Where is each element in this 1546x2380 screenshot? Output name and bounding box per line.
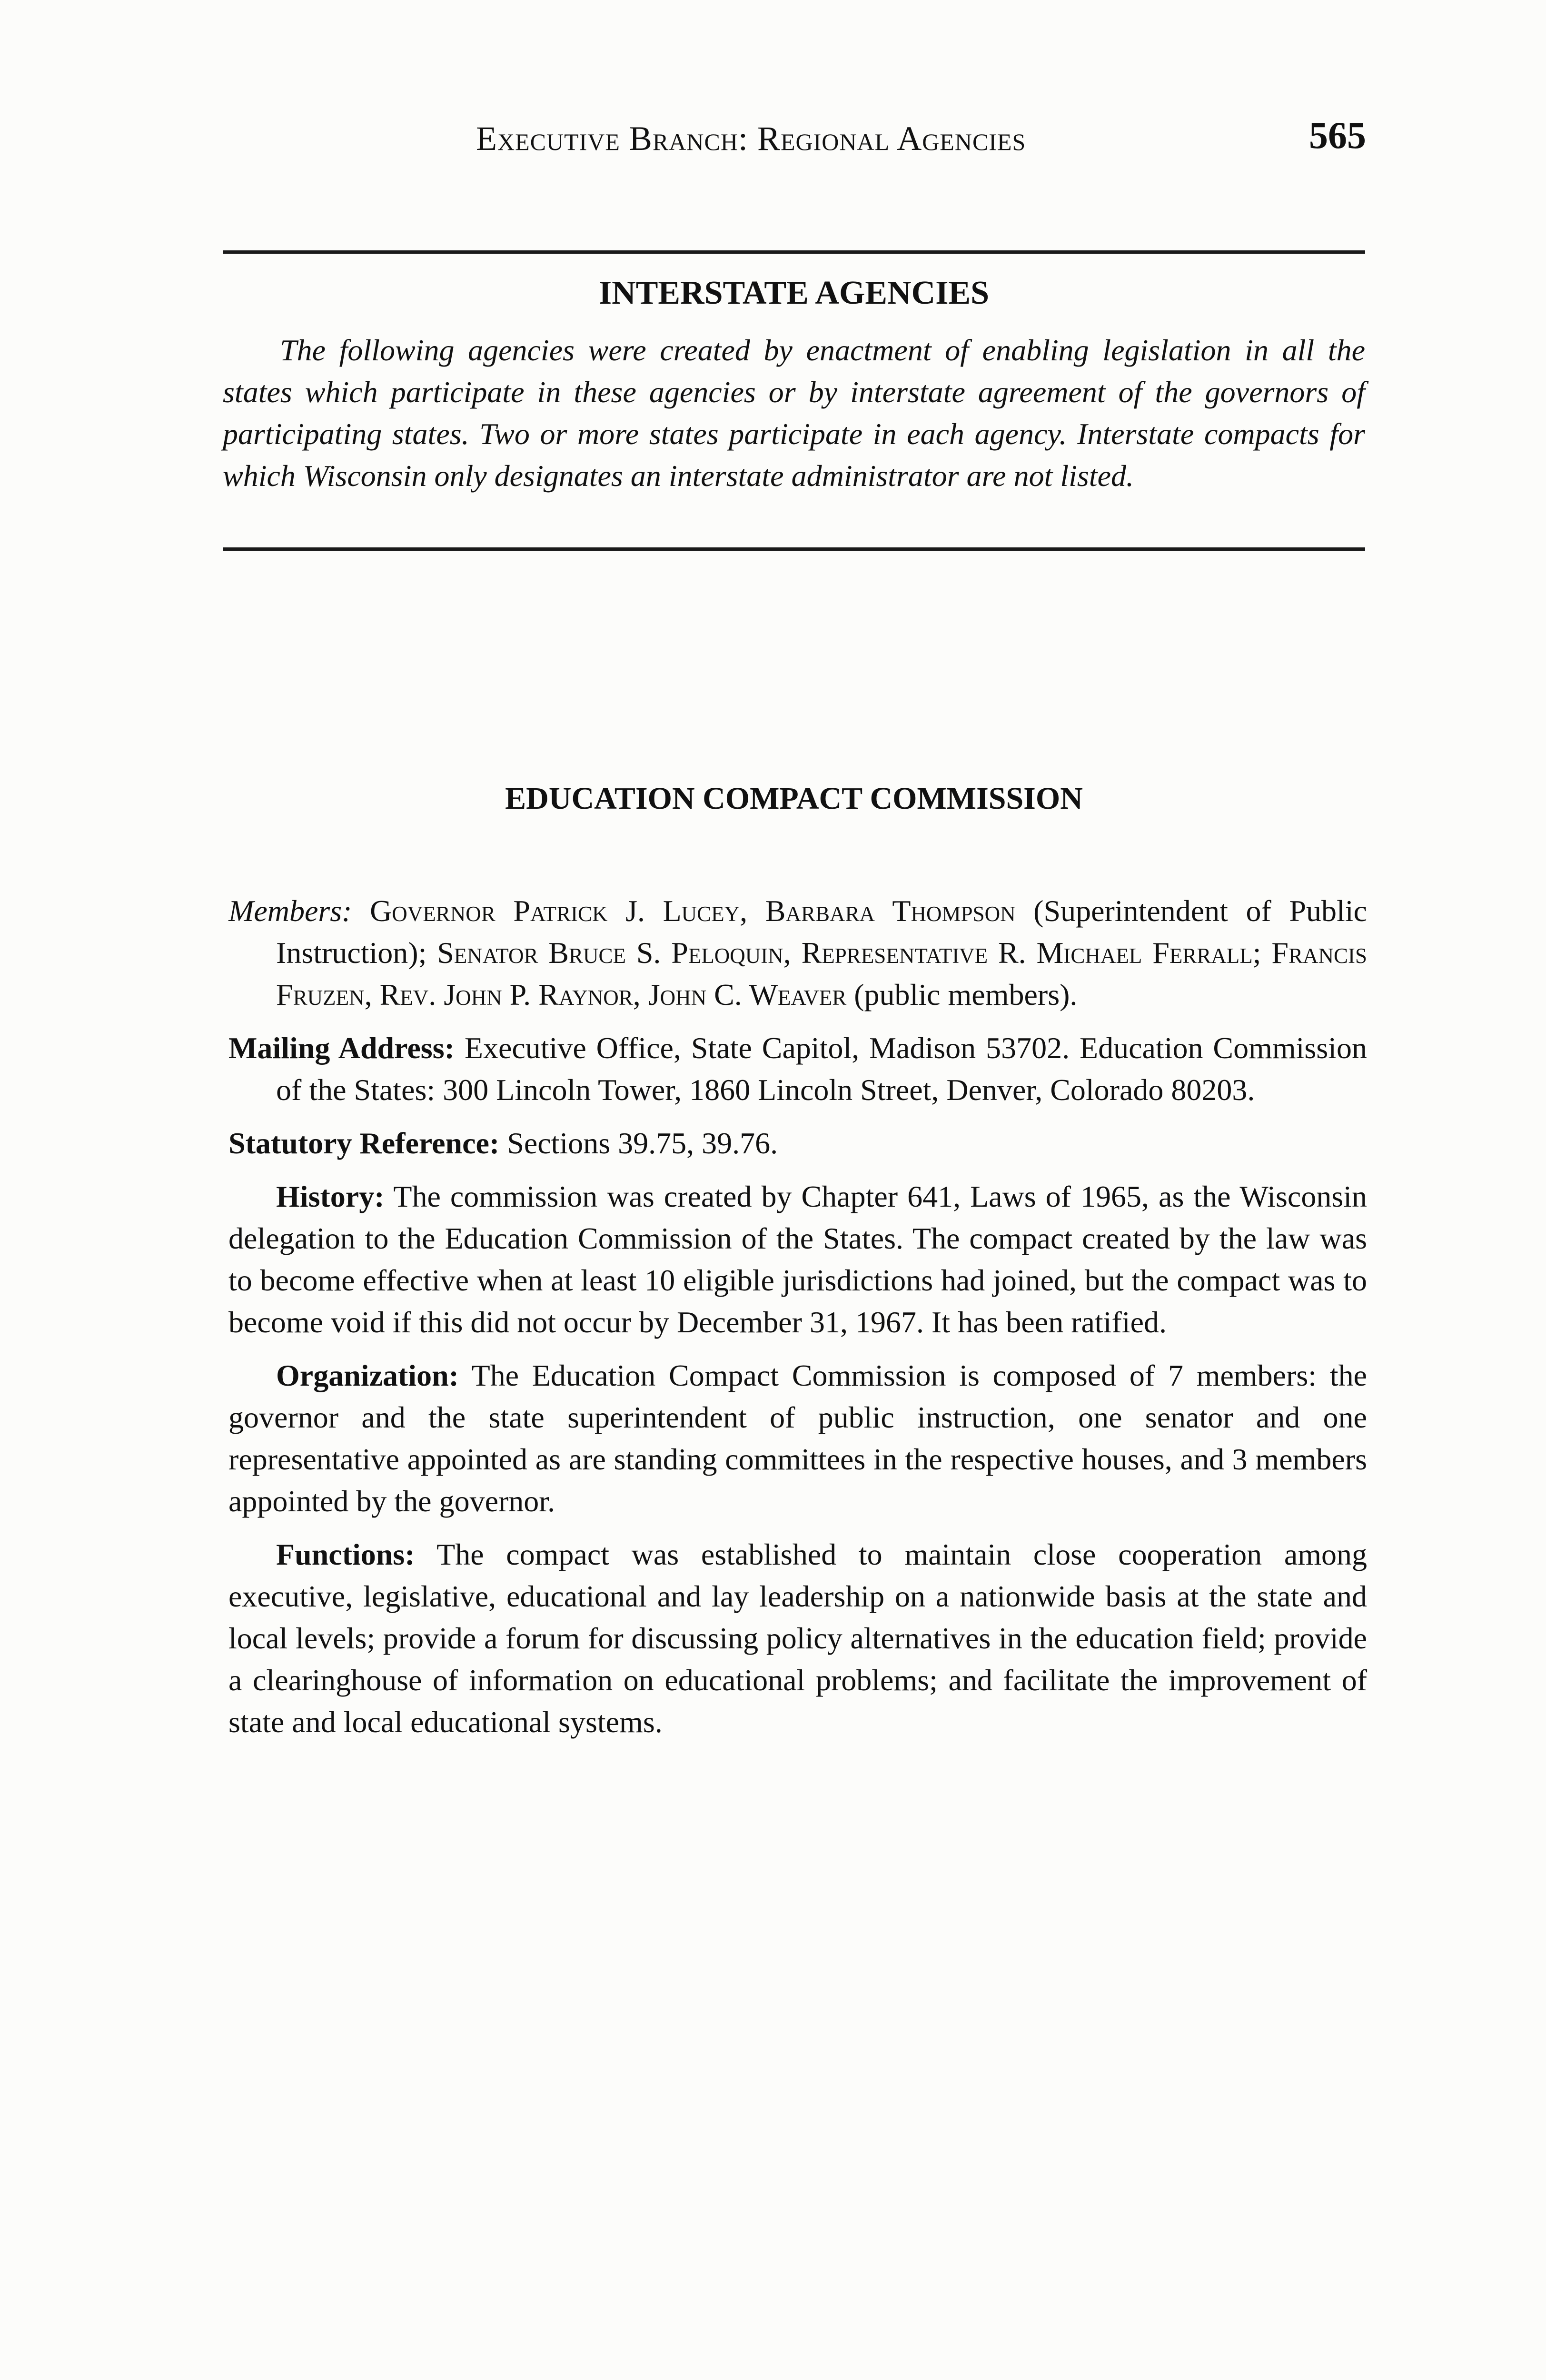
members-entry xyxy=(228,890,1367,1016)
members-role-2: (public members). xyxy=(854,978,1078,1012)
page-number: 565 xyxy=(1309,115,1366,157)
mailing-address-label: Mailing Address: xyxy=(228,1031,455,1065)
statutory-reference-text: Sections 39.75, 39.76. xyxy=(507,1126,778,1160)
running-head-title: Executive Branch: Regional Agencies xyxy=(476,119,1026,158)
interstate-intro-paragraph: The following agencies were created by enactment of enabling legislation in all the states which participate in these agencies or by interstate agreement of the governors of participating states. Two or more states participate in each agency. Interstate compacts for which Wisconsin only designates an interstate administrator are not listed. xyxy=(223,333,1365,493)
members-role-1: (Superintendent of Public Instruction); xyxy=(276,894,1368,970)
bottom-rule xyxy=(223,547,1365,551)
mailing-address-entry xyxy=(228,1027,1367,1111)
history-paragraph xyxy=(228,1176,1367,1343)
history-label: History: xyxy=(276,1180,385,1213)
commission-heading: EDUCATION COMPACT COMMISSION xyxy=(505,781,1083,816)
mailing-address-text: Executive Office, State Capitol, Madison 53702. Education Commission of the States: 300 Lincoln Tower, 1860 Lincoln Street, Denver, Colorado 80203. xyxy=(276,1031,1368,1107)
members-names-1: Governor Patrick J. Lucey, Barbara Thompson xyxy=(370,894,1016,928)
members-label: Members: xyxy=(228,894,352,928)
statutory-reference-entry xyxy=(228,1122,1367,1164)
members-names-2: Senator Bruce S. Peloquin, Representative R. Michael Ferrall; Francis Fruzen, Rev. John P. Raynor, John C. Weaver xyxy=(276,936,1368,1012)
functions-label: Functions: xyxy=(276,1537,415,1571)
statutory-reference-label: Statutory Reference: xyxy=(228,1126,500,1160)
history-text: The commission was created by Chapter 641, Laws of 1965, as the Wisconsin delegation to the Education Commission of the States. The compact created by the law was to become effective when at least 10 eligible jurisdictions had joined, but the compact was to become void if this did not occur by December 31, 1967. It has been ratified. xyxy=(228,1180,1368,1339)
organization-text: The Education Compact Commission is composed of 7 members: the governor and the state superintendent of public instruction, one senator and one representative appointed as are standing committees in the respective houses, and 3 members appointed by the governor. xyxy=(228,1359,1368,1518)
interstate-agencies-heading: INTERSTATE AGENCIES xyxy=(598,275,990,311)
commission-body xyxy=(228,890,1367,1755)
organization-paragraph xyxy=(228,1355,1367,1522)
organization-label: Organization: xyxy=(276,1359,459,1392)
top-rule xyxy=(223,250,1365,254)
functions-text: The compact was established to maintain close cooperation among executive, legislative, educational and lay leadership on a nationwide basis at the state and local levels; provide a forum for discussing policy alternatives in the education field; provide a clearinghouse of information on educational problems; and facilitate the improvement of state and local educational systems. xyxy=(228,1537,1368,1739)
running-head xyxy=(228,114,1371,167)
functions-paragraph xyxy=(228,1534,1367,1743)
